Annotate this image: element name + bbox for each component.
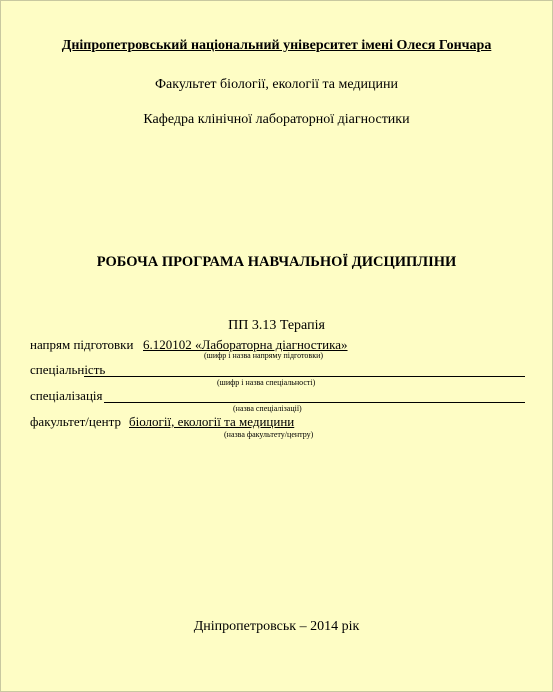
faculty-center-value: біології, екології та медицини	[129, 414, 295, 429]
direction-label: напрям підготовки	[30, 337, 134, 352]
specialty-label: спеціальність	[30, 362, 106, 377]
specialty-hint: (шифр і назва спеціальності)	[217, 378, 316, 387]
direction-value: 6.120102 «Лабораторна діагностика»	[143, 337, 348, 352]
department-name: Кафедра клінічної лабораторної діагностики	[143, 112, 410, 127]
faculty-center-hint: (назва факультету/центру)	[224, 430, 314, 439]
faculty-name: Факультет біології, екології та медицини	[155, 77, 398, 92]
specialty-line	[84, 376, 525, 377]
document-title: РОБОЧА ПРОГРАМА НАВЧАЛЬНОЇ ДИСЦИПЛІНИ	[96, 254, 457, 270]
specialization-hint: (назва спеціалізації)	[233, 404, 302, 413]
specialization-line	[104, 402, 525, 403]
city-year: Дніпропетровськ – 2014 рік	[193, 619, 360, 634]
university-name: Дніпропетровський національний університет імені Олеся Гончара	[61, 38, 492, 53]
faculty-center-label: факультет/центр	[30, 414, 121, 429]
specialization-label: спеціалізація	[30, 388, 103, 403]
direction-hint: (шифр і назва напряму підготовки)	[204, 351, 324, 360]
discipline-name: ПП 3.13 Терапія	[228, 318, 325, 333]
